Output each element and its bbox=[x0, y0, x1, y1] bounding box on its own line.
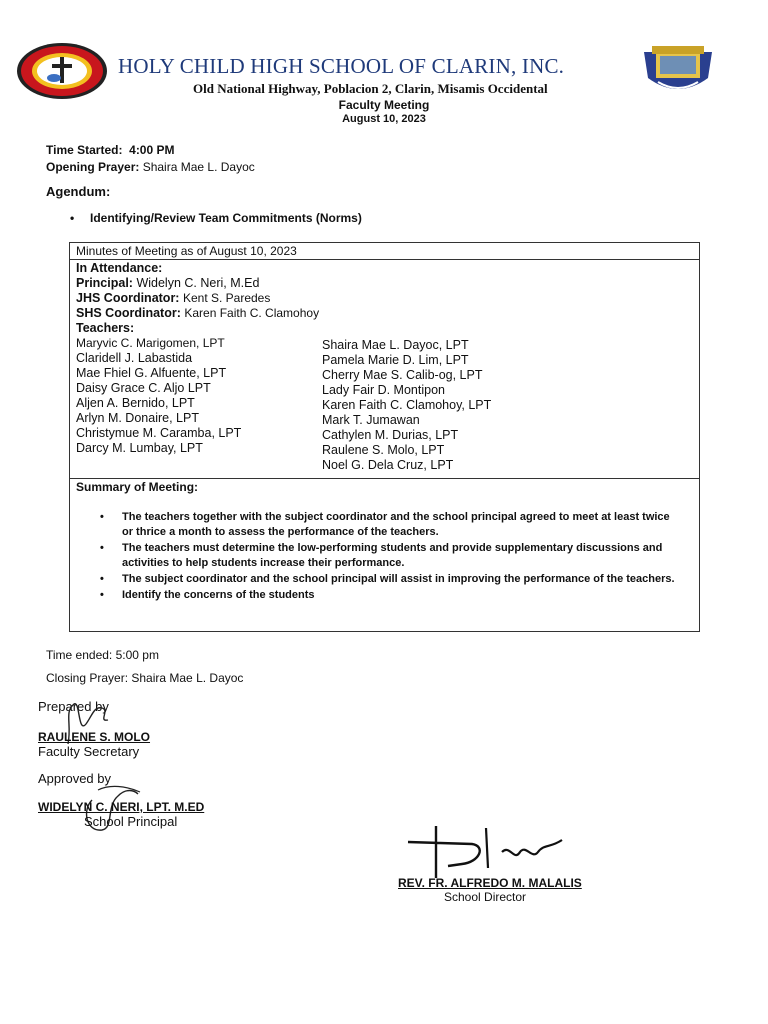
teacher-left-0: Maryvic C. Marigomen, LPT bbox=[76, 336, 225, 350]
bullet-icon: • bbox=[100, 542, 104, 554]
bullet-icon: • bbox=[70, 211, 75, 225]
summary-item-text: The subject coordinator and the school principal will assist in improving the performance of the teachers. bbox=[122, 573, 675, 585]
teacher-right-2: Cherry Mae S. Calib-og, LPT bbox=[322, 368, 483, 382]
principal-label: Principal: bbox=[76, 276, 133, 290]
agenda-item-text: Identifying/Review Team Commitments (Norms) bbox=[90, 211, 362, 225]
teacher-right-4: Karen Faith C. Clamohoy, LPT bbox=[322, 398, 492, 412]
time-started-value: 4:00 PM bbox=[129, 143, 175, 157]
teacher-left-1: Claridell J. Labastida bbox=[76, 351, 193, 365]
teacher-right-8: Noel G. Dela Cruz, LPT bbox=[322, 458, 454, 472]
time-ended: Time ended: 5:00 pm bbox=[46, 648, 159, 662]
attendance-heading: In Attendance: bbox=[76, 261, 163, 275]
principal-value: Widelyn C. Neri, M.Ed bbox=[136, 276, 260, 290]
director-name: REV. FR. ALFREDO M. MALALIS bbox=[398, 876, 582, 890]
summary-item bbox=[100, 572, 680, 587]
approved-by-label: Approved by bbox=[38, 771, 111, 786]
summary-item bbox=[100, 588, 680, 603]
time-started bbox=[46, 143, 175, 157]
minutes-table bbox=[69, 242, 700, 632]
minutes-title: Minutes of Meeting as of August 10, 2023 bbox=[76, 244, 297, 258]
approved-name: WIDELYN C. NERI, LPT. M.ED bbox=[38, 800, 205, 814]
document-title: Faculty Meeting bbox=[338, 98, 430, 112]
teacher-left-4: Aljen A. Bernido, LPT bbox=[76, 396, 195, 410]
summary-item-text: The teachers together with the subject coordinator and the school principal agreed to meet at least twice or thrice a month to assess the performance of the teachers. bbox=[122, 511, 670, 538]
jhs-coordinator-line bbox=[76, 291, 270, 305]
teacher-right-7: Raulene S. Molo, LPT bbox=[322, 443, 445, 457]
signature-malalis-icon bbox=[402, 822, 564, 884]
crest-logo-icon bbox=[638, 38, 718, 102]
summary-list bbox=[100, 510, 680, 604]
agendum-heading: Agendum: bbox=[46, 184, 111, 199]
bullet-icon: • bbox=[100, 573, 104, 585]
teacher-right-0: Shaira Mae L. Dayoc, LPT bbox=[322, 338, 469, 352]
summary-item bbox=[100, 541, 680, 571]
attendance-row bbox=[70, 259, 699, 479]
school-address: Old National Highway, Poblacion 2, Clarin, Misamis Occidental bbox=[193, 81, 548, 96]
bullet-icon: • bbox=[100, 511, 104, 523]
principal-line bbox=[76, 276, 259, 290]
summary-item-text: Identify the concerns of the students bbox=[122, 589, 315, 601]
prepared-by-label: Prepared by bbox=[38, 699, 109, 714]
prepared-role: Faculty Secretary bbox=[38, 744, 140, 759]
approved-role: School Principal bbox=[84, 814, 178, 829]
teacher-right-3: Lady Fair D. Montipon bbox=[322, 383, 445, 397]
time-started-label: Time Started: bbox=[46, 143, 123, 157]
teacher-left-3: Daisy Grace C. Aljo LPT bbox=[76, 381, 211, 395]
teacher-right-6: Cathylen M. Durias, LPT bbox=[322, 428, 459, 442]
summary-item bbox=[100, 510, 680, 540]
school-name: HOLY CHILD HIGH SCHOOL OF CLARIN, INC. bbox=[118, 54, 565, 78]
bullet-icon: • bbox=[100, 589, 104, 601]
prepared-name: RAULENE S. MOLO bbox=[38, 730, 151, 744]
minutes-title-row bbox=[70, 243, 699, 260]
school-seal-icon bbox=[16, 42, 108, 100]
opening-prayer-value: Shaira Mae L. Dayoc bbox=[142, 160, 255, 174]
opening-prayer bbox=[46, 160, 255, 174]
document-date: August 10, 2023 bbox=[342, 113, 426, 125]
jhs-value: Kent S. Paredes bbox=[182, 291, 271, 305]
director-role: School Director bbox=[444, 890, 527, 904]
teacher-left-7: Darcy M. Lumbay, LPT bbox=[76, 441, 203, 455]
teachers-heading: Teachers: bbox=[76, 321, 135, 335]
closing-prayer: Closing Prayer: Shaira Mae L. Dayoc bbox=[46, 671, 244, 685]
shs-coordinator-line bbox=[76, 306, 319, 320]
jhs-label: JHS Coordinator: bbox=[76, 291, 180, 305]
teacher-left-2: Mae Fhiel G. Alfuente, LPT bbox=[76, 366, 227, 380]
teacher-right-5: Mark T. Jumawan bbox=[322, 413, 420, 427]
summary-item-text: The teachers must determine the low-performing students and provide supplementary discussions and activities to help students increase their performance. bbox=[122, 542, 663, 569]
shs-label: SHS Coordinator: bbox=[76, 306, 181, 320]
teacher-left-6: Christymue M. Caramba, LPT bbox=[76, 426, 242, 440]
opening-prayer-label: Opening Prayer: bbox=[46, 160, 140, 174]
summary-heading: Summary of Meeting: bbox=[76, 480, 199, 494]
teacher-right-1: Pamela Marie D. Lim, LPT bbox=[322, 353, 469, 367]
teacher-left-5: Arlyn M. Donaire, LPT bbox=[76, 411, 199, 425]
shs-value: Karen Faith C. Clamohoy bbox=[184, 306, 320, 320]
agenda-item bbox=[70, 211, 362, 225]
